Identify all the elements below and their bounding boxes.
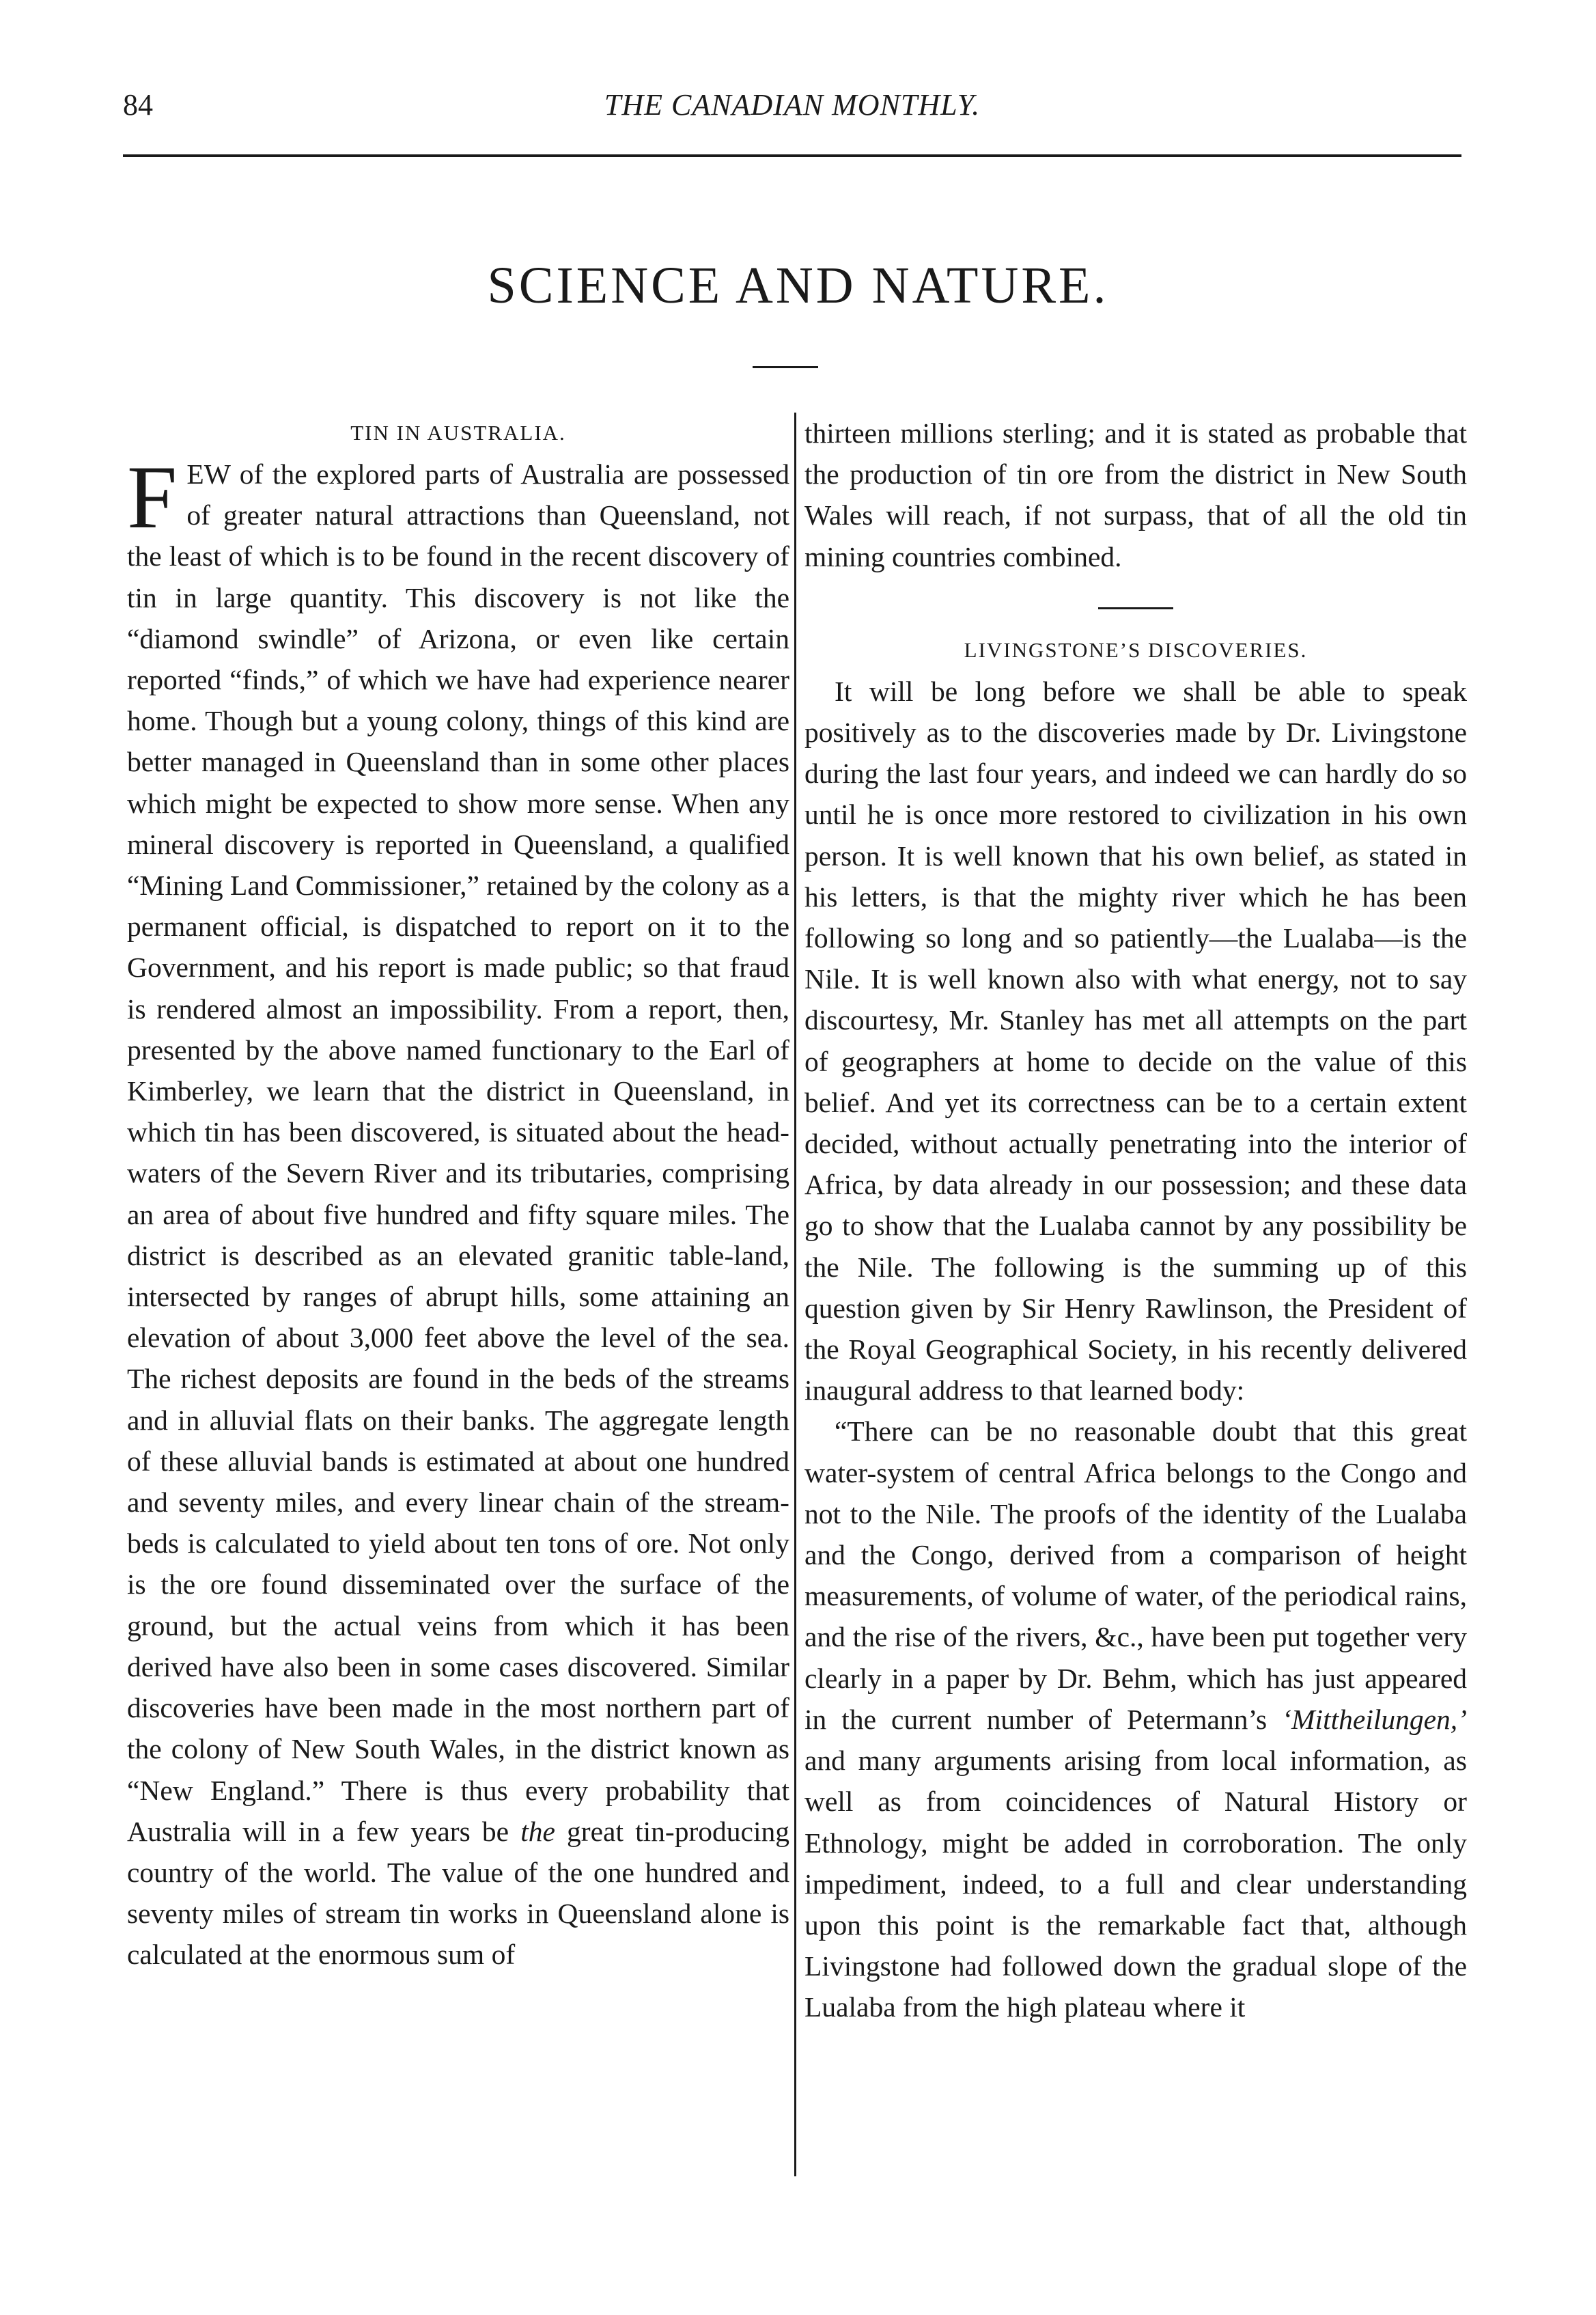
section-divider <box>1098 607 1173 609</box>
title-rule <box>753 366 818 368</box>
column-divider <box>794 413 796 2176</box>
quote-text-b: and many arguments arising from local information, as well as from coincidences of Natural History or Ethnology, might be added in corroboration. The only impediment, indeed, to a full and clear understanding upon this point is the remarkable fact that, although Livingstone had followed down the gradual slope of the Lualaba from the high plateau where it <box>804 1745 1467 2023</box>
page-number: 84 <box>123 88 153 122</box>
journal-title: ‘Mittheilungen,’ <box>1282 1703 1467 1735</box>
running-head: THE CANADIAN MONTHLY. <box>604 88 981 122</box>
section-title: SCIENCE AND NATURE. <box>487 257 1109 314</box>
tin-paragraph <box>127 447 789 1976</box>
livingstone-heading: LIVINGSTONE’S DISCOVERIES. <box>964 637 1308 662</box>
tin-emphasis: the <box>520 1815 555 1847</box>
tin-heading: TIN IN AUSTRALIA. <box>350 421 566 445</box>
left-column <box>127 413 789 2223</box>
drop-cap: F <box>127 447 178 547</box>
right-column <box>804 413 1467 2223</box>
livingstone-paragraph-1: It will be long before we shall be able to speak positively as to the discoveries made by Dr. Livingstone during the last four years, and indeed we can hardly do so until he is once more restored to civilization in his own person. It is well known that his own belief, as stated in his letters, is that the mighty river which he has been following so long and so patiently—the Lualaba—is the Nile. It is well known also with what energy, not to say discourtesy, Mr. Stanley has met all attempts on the part of geographers at home to decide on the value of this belief. And yet its correctness can be to a certain extent decided, without actually penetrating into the interior of Africa, by data already in our possession; and these data go to show that the Lualaba cannot by any possibility be the Nile. The following is the summing up of this question given by Sir Henry Rawlinson, the President of the Royal Geographical Society, in his recently delivered inaugural address to that learned body: <box>804 675 1467 1406</box>
tin-continuation: thirteen millions sterling; and it is stated as probable that the production of tin ore from the district in New South Wales will reach, if not surpass, that of all the old tin mining countries combined. <box>804 417 1467 572</box>
tin-text-a: EW of the explored parts of Australia are possessed of greater natural attractions than Queensland, not the least of which is to be found in the recent discovery of tin in large quantity. This discovery is not like the “diamond swindle” of Arizona, or even like certain reported “finds,” of which we have had experience nearer home. Though but a young colony, things of this kind are better managed in Queensland than in some other places which might be expected to show more sense. When any mineral discovery is reported in Queensland, a qualified “Mining Land Commissioner,” retained by the colony as a permanent official, is dispatched to report on it to the Government, and his report is made public; so that fraud is rendered almost an impossibility. From a report, then, presented by the above named functionary to the Earl of Kimberley, we learn that the district in Queensland, in which tin has been discovered, is situated about the head-waters of the Severn River and its tributaries, comprising an area of about five hundred and fifty square miles. The district is described as an elevated granitic table-land, intersected by ranges of abrupt hills, some attaining an elevation of about 3,000 feet above the level of the sea. The richest deposits are found in the beds of the streams and in alluvial flats on their banks. The aggregate length of these alluvial bands is estimated at about one hundred and seventy miles, and every linear chain of the stream-beds is calculated to yield about ten tons of ore. Not only is the ore found disseminated over the surface of the ground, but the actual veins from which it has been derived have also been in some cases discovered. Similar discoveries have been made in the most northern part of the colony of New South Wales, in the district known as “New England.” There is thus every probability that Australia will in a few years be <box>127 458 789 1847</box>
livingstone-paragraph-2 <box>804 1411 1467 2027</box>
header-rule <box>123 154 1461 157</box>
page-header <box>123 87 1461 135</box>
quote-text-a: “There can be no reasonable doubt that this great water-system of central Africa belongs to the Congo and not to the Nile. The proofs of the identity of the Lualaba and the Congo, derived from a comparison of height measurements, of volume of water, of the periodical rains, and the rise of the rivers, &c., have been put together very clearly in a paper by Dr. Behm, which has just appeared in the current number of Petermann’s <box>804 1415 1467 1735</box>
tin-text-b: great tin-producing country of the world. The value of the one hundred and seventy miles of stream tin works in Queensland alone is calculated at the enormous sum of <box>127 1815 789 1971</box>
